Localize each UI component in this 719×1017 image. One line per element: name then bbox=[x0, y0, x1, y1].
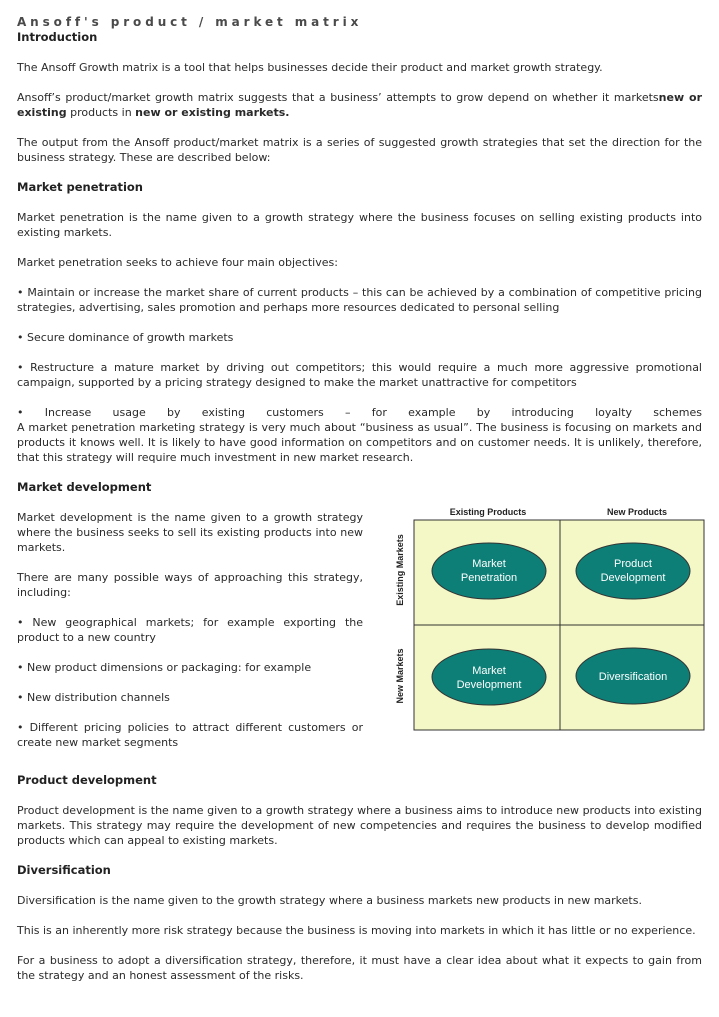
matrix-row-header-new-markets: New Markets bbox=[395, 648, 405, 704]
pd-paragraph-1: Product development is the name given to a growth strategy where a business aims to introduce new products into existing markets. This strategy may require the development of new competencies and requires the business to develop modified products which can appeal to existing markets. bbox=[17, 804, 702, 847]
intro-p2-mid: products in bbox=[66, 106, 136, 119]
mp-bullet-3: • Restructure a mature market by driving out competitors; this would require a much more aggressive promotional campaign, supported by a pricing strategy designed to make the market unattractive for competitors bbox=[17, 361, 702, 389]
matrix-ellipse-market-penetration bbox=[432, 543, 546, 599]
md-bullet-4: • Different pricing policies to attract different customers or create new market segments bbox=[17, 721, 363, 749]
matrix-col-header-existing-products: Existing Products bbox=[449, 507, 527, 517]
page-title: Ansoff's product / market matrix bbox=[17, 15, 363, 29]
matrix-label-market-development-1: Market bbox=[472, 665, 506, 677]
intro-p2-start: Ansoff’s product/market growth matrix suggests that a business’ attempts to grow depend on whether it markets bbox=[17, 91, 659, 104]
mp-paragraph-2: Market penetration seeks to achieve four main objectives: bbox=[17, 256, 338, 269]
market-penetration-heading: Market penetration bbox=[17, 180, 143, 194]
div-paragraph-3: For a business to adopt a diversification strategy, therefore, it must have a clear idea about what it expects to gain from the strategy and an honest assessment of the risks. bbox=[17, 954, 702, 982]
introduction-heading: Introduction bbox=[17, 30, 98, 44]
div-paragraph-1: Diversification is the name given to the growth strategy where a business markets new products in new markets. bbox=[17, 894, 642, 907]
intro-paragraph-1: The Ansoff Growth matrix is a tool that helps businesses decide their product and market growth strategy. bbox=[17, 61, 603, 74]
intro-p2-bold-1: new or existing bbox=[17, 91, 703, 119]
mp-bullet-4: • Increase usage by existing customers – for example by introducing loyalty schemes bbox=[17, 406, 702, 419]
md-paragraph-2: There are many possible ways of approaching this strategy, including: bbox=[17, 571, 363, 599]
mp-paragraph-3: A market penetration marketing strategy is very much about “business as usual”. The business is focusing on markets and products it knows well. It is likely to have good information on competitors and on customer needs. It is unlikely, therefore, that this strategy will require much investment in new market research. bbox=[17, 421, 702, 464]
md-paragraph-1: Market development is the name given to a growth strategy where the business seeks to sell its existing products into new markets. bbox=[17, 511, 363, 554]
ansoff-matrix-diagram bbox=[392, 504, 707, 734]
intro-paragraph-3: The output from the Ansoff product/market matrix is a series of suggested growth strategies that set the direction for the business strategy. These are described below: bbox=[17, 136, 702, 164]
matrix-label-market-penetration-2: Penetration bbox=[460, 572, 518, 584]
intro-p2-bold-2: new or existing markets. bbox=[135, 106, 290, 119]
market-development-heading: Market development bbox=[17, 480, 152, 494]
matrix-label-market-penetration-1: Market bbox=[472, 558, 506, 570]
md-bullet-3: • New distribution channels bbox=[17, 691, 170, 704]
product-development-heading: Product development bbox=[17, 773, 157, 787]
matrix-ellipse-product-development bbox=[576, 543, 690, 599]
md-bullet-2: • New product dimensions or packaging: for example bbox=[17, 661, 312, 674]
article bbox=[17, 14, 702, 983]
mp-bullet-2: • Secure dominance of growth markets bbox=[17, 331, 234, 344]
mp-bullet-1: • Maintain or increase the market share of current products – this can be achieved by a combination of competitive pricing strategies, advertising, sales promotion and perhaps more resources dedicated to personal selling bbox=[17, 286, 702, 314]
matrix-ellipse-market-development bbox=[432, 649, 546, 705]
matrix-row-header-existing-markets: Existing Markets bbox=[395, 534, 405, 606]
matrix-label-product-development-2: Development bbox=[600, 572, 666, 584]
matrix-label-product-development-1: Product bbox=[614, 558, 652, 570]
matrix-label-diversification: Diversification bbox=[598, 671, 668, 683]
mp-paragraph-1: Market penetration is the name given to a growth strategy where the business focuses on selling existing products into existing markets. bbox=[17, 211, 702, 239]
md-bullet-1: • New geographical markets; for example exporting the product to a new country bbox=[17, 616, 363, 644]
intro-paragraph-2 bbox=[17, 90, 702, 120]
matrix-col-header-new-products: New Products bbox=[606, 507, 668, 517]
market-development-text bbox=[17, 510, 363, 750]
div-paragraph-2: This is an inherently more risk strategy because the business is moving into markets in which it has little or no experience. bbox=[17, 924, 696, 937]
matrix-label-market-development-2: Development bbox=[456, 679, 522, 691]
diversification-heading: Diversification bbox=[17, 863, 111, 877]
